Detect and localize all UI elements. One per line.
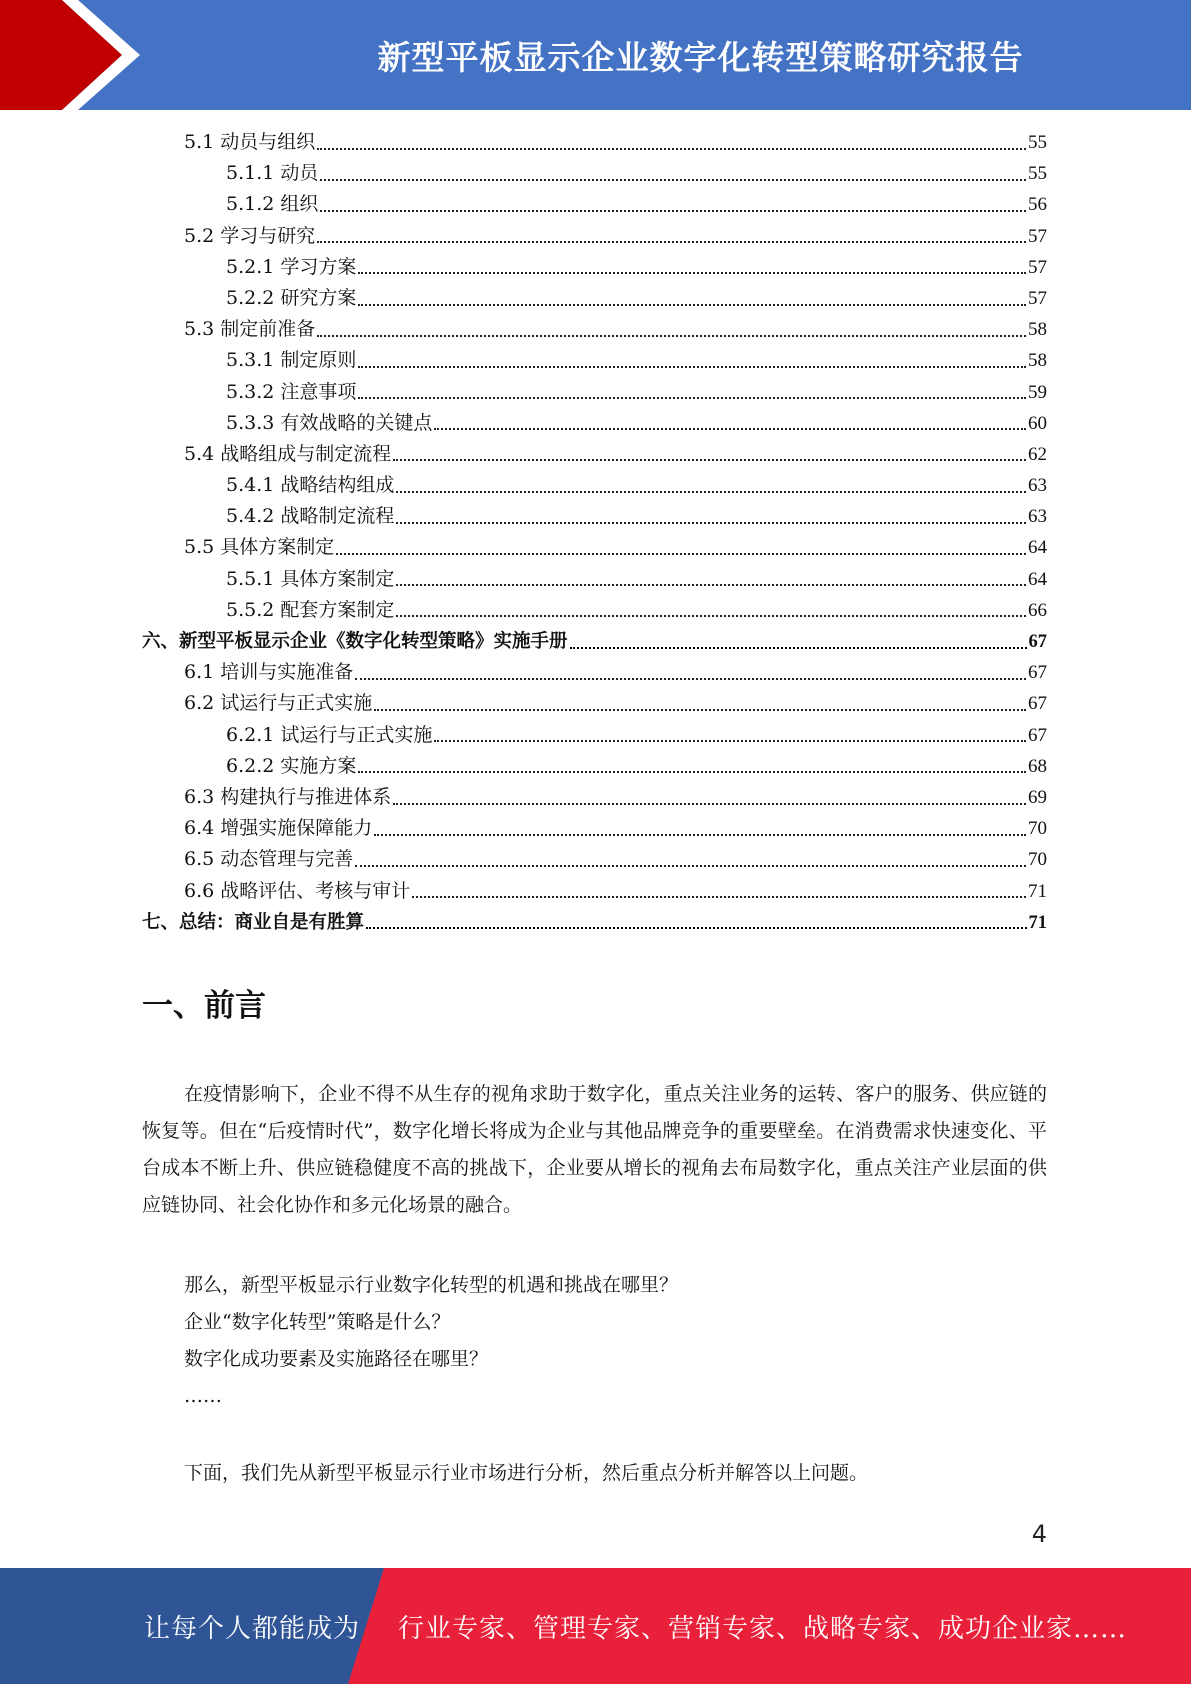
toc-entry-label: 5.5.2 配套方案制定 (226, 598, 395, 621)
toc-leader-dots (358, 771, 1026, 773)
toc-leader-dots (396, 491, 1026, 493)
toc-entry-page: 58 (1028, 319, 1047, 341)
toc-entry-page: 57 (1028, 256, 1047, 278)
toc-leader-dots (374, 834, 1026, 836)
toc-entry-label: 6.5 动态管理与完善 (184, 848, 354, 871)
toc-entry-label: 六、新型平板显示企业《数字化转型策略》实施手册 (142, 631, 568, 652)
toc-leader-dots (317, 148, 1026, 150)
toc-entry-page: 67 (1028, 724, 1047, 746)
toc-entry-label: 5.4.1 战略结构组成 (226, 474, 395, 497)
toc-entry-label: 七、总结：商业自是有胜算 (142, 911, 365, 933)
toc-entry-label: 5.1 动员与组织 (184, 131, 316, 153)
toc-entry[interactable] (142, 751, 1047, 782)
toc-leader-dots (358, 272, 1026, 274)
toc-entry-label: 6.3 构建执行与推进体系 (184, 785, 392, 808)
toc-entry[interactable] (142, 189, 1047, 220)
toc-entry-label: 6.2.1 试运行与正式实施 (226, 723, 433, 746)
toc-entry-page: 59 (1028, 381, 1047, 403)
toc-entry-page: 60 (1028, 412, 1047, 434)
toc-leader-dots (320, 210, 1026, 212)
toc-entry[interactable] (142, 688, 1047, 719)
footer-slogan-left: 让每个人都能成为 (144, 1613, 361, 1644)
toc-entry[interactable] (142, 408, 1047, 439)
toc-entry-label: 5.4 战略组成与制定流程 (184, 442, 392, 465)
toc-leader-dots (374, 709, 1026, 711)
toc-entry[interactable] (142, 314, 1047, 345)
question-item: 那么，新型平板显示行业数字化转型的机遇和挑战在哪里？ (184, 1274, 679, 1296)
question-item: 企业“数字化转型”策略是什么？ (184, 1311, 451, 1333)
toc-leader-dots (336, 553, 1026, 555)
toc-entry-page: 56 (1028, 194, 1047, 216)
toc-entry-label: 5.4.2 战略制定流程 (226, 505, 395, 528)
toc-leader-dots (355, 865, 1026, 867)
toc-entry-label: 6.2 试运行与正式实施 (184, 692, 373, 715)
toc-entry[interactable] (142, 844, 1047, 875)
section-title: 一、前言 (142, 988, 266, 1024)
toc-entry[interactable] (142, 657, 1047, 688)
toc-leader-dots (434, 428, 1026, 430)
toc-leader-dots (396, 584, 1026, 586)
question-item: 数字化成功要素及实施路径在哪里？ (184, 1348, 489, 1370)
toc-entry-label: 5.2 学习与研究 (184, 224, 316, 247)
intro-paragraph: 在疫情影响下，企业不得不从生存的视角求助于数字化，重点关注业务的运转、客户的服务、供应链的恢复等。但在“后疫情时代”，数字化增长将成为企业与其他品牌竞争的重要壁垒。在消费需求快速变化、平台成本不断上升、供应链稳健度不高的挑战下，企业要从增长的视角去布局数字化，重点关注产业层面的供应链协同、社会化协作和多元化场景的融合。 (142, 1083, 1047, 1216)
toc-entry-page: 64 (1028, 537, 1047, 559)
toc-entry[interactable] (142, 283, 1047, 314)
toc-entry-page: 71 (1028, 912, 1047, 933)
header-title: 新型平板显示企业数字化转型策略研究报告 (377, 37, 1024, 77)
toc-entry-label: 5.1.2 组织 (226, 193, 319, 216)
toc-entry-page: 55 (1028, 163, 1047, 185)
question-list (184, 1267, 1044, 1415)
question-item: …… (184, 1385, 222, 1407)
toc-entry[interactable] (142, 158, 1047, 189)
toc-entry-label: 5.3 制定前准备 (184, 318, 316, 341)
toc-entry[interactable] (142, 813, 1047, 844)
toc-entry-page: 63 (1028, 475, 1047, 497)
toc-entry[interactable] (142, 377, 1047, 408)
toc-entry-label: 5.2.2 研究方案 (226, 286, 357, 309)
toc-entry-label: 5.3.1 制定原则 (226, 349, 357, 372)
toc-leader-dots (434, 740, 1026, 742)
toc-entry[interactable] (142, 907, 1047, 938)
toc-entry[interactable] (142, 720, 1047, 751)
toc-entry-label: 6.4 增强实施保障能力 (184, 817, 373, 840)
header-chevron-icon (0, 0, 160, 110)
toc-entry[interactable] (142, 501, 1047, 532)
toc-entry-page: 57 (1028, 287, 1047, 309)
toc-entry-page: 58 (1028, 350, 1047, 372)
toc-entry-label: 5.2.1 学习方案 (226, 255, 357, 278)
toc-entry-page: 67 (1028, 693, 1047, 715)
toc-entry-label: 6.6 战略评估、考核与审计 (184, 879, 411, 902)
toc-entry-label: 6.1 培训与实施准备 (184, 661, 354, 684)
toc-entry-page: 70 (1028, 818, 1047, 840)
toc-entry-label: 5.5 具体方案制定 (184, 536, 335, 559)
toc-entry-page: 57 (1028, 225, 1047, 247)
toc-leader-dots (570, 647, 1027, 649)
toc-entry-page: 71 (1028, 880, 1047, 902)
toc-leader-dots (358, 304, 1026, 306)
toc-leader-dots (355, 678, 1026, 680)
toc-entry-page: 63 (1028, 506, 1047, 528)
toc-entry-label: 5.1.1 动员 (226, 162, 319, 185)
toc-leader-dots (317, 241, 1026, 243)
toc-entry[interactable] (142, 532, 1047, 563)
closing-paragraph: 下面，我们先从新型平板显示行业市场进行分析，然后重点分析并解答以上问题。 (184, 1462, 869, 1484)
toc-entry[interactable] (142, 221, 1047, 252)
toc-entry[interactable] (142, 564, 1047, 595)
toc-entry[interactable] (142, 876, 1047, 907)
toc-leader-dots (393, 803, 1026, 805)
toc-entry-page: 70 (1028, 849, 1047, 871)
toc-entry-page: 67 (1028, 632, 1047, 652)
toc-leader-dots (358, 366, 1026, 368)
table-of-contents (142, 127, 1047, 938)
toc-leader-dots (393, 459, 1026, 461)
toc-entry-page: 67 (1028, 662, 1047, 684)
toc-leader-dots (396, 522, 1026, 524)
footer-slogan-right: 行业专家、管理专家、营销专家、战略专家、成功企业家…… (398, 1613, 1128, 1644)
toc-entry-page: 68 (1028, 755, 1047, 777)
toc-leader-dots (320, 179, 1026, 181)
toc-entry[interactable] (142, 127, 1047, 158)
toc-entry[interactable] (142, 252, 1047, 283)
toc-entry-page: 55 (1028, 132, 1047, 153)
toc-leader-dots (412, 896, 1026, 898)
toc-entry-label: 6.2.2 实施方案 (226, 754, 357, 777)
toc-entry[interactable] (142, 345, 1047, 376)
toc-entry-page: 69 (1028, 786, 1047, 808)
page-header (0, 0, 1191, 110)
toc-entry-page: 66 (1028, 599, 1047, 621)
toc-entry-label: 5.3.2 注意事项 (226, 380, 357, 403)
toc-entry[interactable] (142, 439, 1047, 470)
toc-leader-dots (358, 397, 1026, 399)
toc-leader-dots (317, 335, 1026, 337)
page-number: 4 (1031, 1520, 1047, 1548)
toc-entry[interactable] (142, 626, 1047, 657)
toc-entry[interactable] (142, 782, 1047, 813)
toc-entry-label: 5.3.3 有效战略的关键点 (226, 411, 433, 434)
toc-entry-page: 62 (1028, 443, 1047, 465)
toc-entry-label: 5.5.1 具体方案制定 (226, 567, 395, 590)
toc-leader-dots (366, 927, 1026, 929)
toc-entry[interactable] (142, 470, 1047, 501)
page-footer (0, 1568, 1191, 1684)
toc-entry[interactable] (142, 595, 1047, 626)
toc-entry-page: 64 (1028, 568, 1047, 590)
toc-leader-dots (396, 615, 1026, 617)
